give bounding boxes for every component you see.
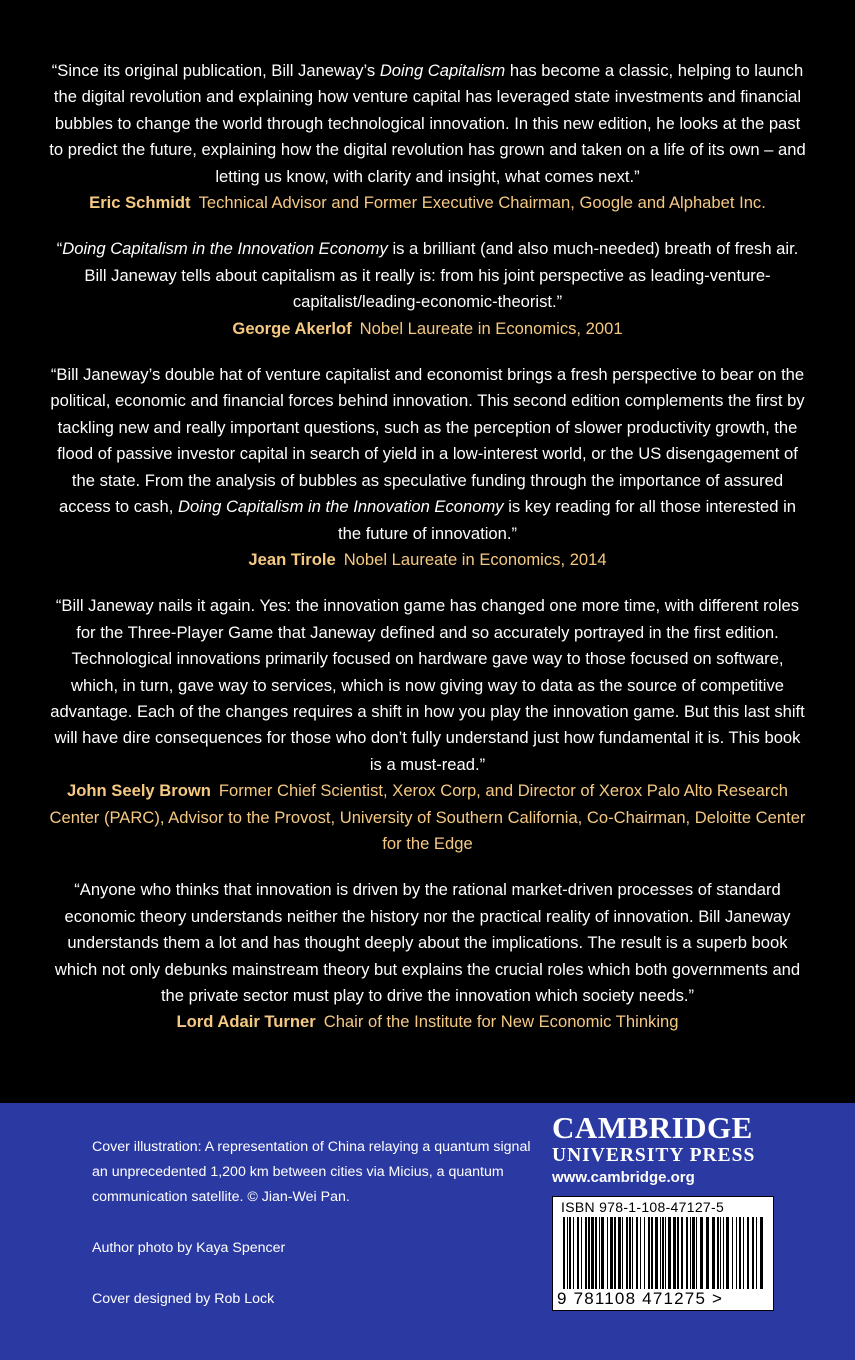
barcode-bar [636, 1217, 638, 1289]
barcode-bar [610, 1217, 613, 1289]
book-title: Doing Capitalism in the Innovation Economy [62, 239, 388, 259]
attribution [48, 190, 808, 216]
endorser-name: John Seely Brown [67, 781, 211, 801]
barcode-bar [696, 1217, 697, 1289]
publisher-logo [552, 1111, 774, 1189]
endorsement-3 [48, 362, 808, 573]
quote-text: “ [56, 239, 63, 259]
barcode-bar [706, 1217, 709, 1289]
barcode-bar [673, 1217, 676, 1289]
attribution [48, 778, 808, 857]
cover-design-credit: Cover designed by Rob Lock [92, 1291, 275, 1307]
barcode [552, 1196, 774, 1311]
barcode-bar [601, 1217, 604, 1289]
endorsement-5 [48, 877, 808, 1035]
barcode-bar [626, 1217, 628, 1289]
barcode-bar [681, 1217, 683, 1289]
barcode-bar [595, 1217, 597, 1289]
endorser-role: Chair of the Institute for New Economic Thinking [323, 1012, 679, 1032]
endorsement-4 [48, 593, 808, 857]
barcode-bar [736, 1217, 737, 1289]
barcode-bar [648, 1217, 650, 1289]
barcode-bar [732, 1217, 733, 1289]
endorser-role: Former Chief Scientist, Xerox Corp, and Director of Xerox Palo Alto Research Center (PARC), Advisor to the Provost, University of Southern California, Co-Chairman, Deloitte Center for the Edge [49, 781, 806, 853]
endorser-name: George Akerlof [232, 318, 352, 338]
barcode-bar [665, 1217, 666, 1289]
attribution [48, 1009, 808, 1035]
quote-text: “Since its original publication, Bill Janeway’s [51, 61, 380, 80]
barcode-bar [632, 1217, 633, 1289]
barcode-bar [743, 1217, 744, 1289]
barcode-bar [720, 1217, 721, 1289]
endorser-name: Eric Schmidt [89, 193, 191, 213]
publisher-url: www.cambridge.org [552, 1169, 695, 1186]
endorsement-2 [48, 236, 808, 342]
barcode-bar [677, 1217, 679, 1289]
endorser-name: Lord Adair Turner [176, 1012, 316, 1032]
barcode-bar [712, 1217, 715, 1289]
quote-text: “Bill Janeway nails it again. Yes: the innovation game has changed one more time, with different roles for the Three-Player Game that Janeway defined and so accurately portrayed in the first edition. Technological innovations primarily focused on hardware gave way to those focused on software, which, in turn, gave way to services, which is now giving way to data as the source of competitive advantage. Each of the changes requires a shift in how you play the innovation game. But this last shift will have dire consequences for those who don’t fully understand just how fundamental it is. This book is a must-read.” [50, 596, 805, 774]
quote-text: “Anyone who thinks that innovation is driven by the rational market-driven processes of standard economic theory understands neither the history nor the practical reality of innovation. Bill Janeway understands them a lot and has thought deeply about the implications. The result is a superb book which not only debunks mainstream theory but explains the crucial roles which both governments and the private sector must play to drive the innovation which society needs.” [54, 880, 801, 1005]
barcode-bar [660, 1217, 661, 1289]
barcode-bar [569, 1217, 571, 1289]
endorsement-1 [48, 58, 808, 216]
barcode-bar [723, 1217, 724, 1289]
barcode-digits: 9 781108 471275 > [557, 1289, 724, 1308]
barcode-bar [686, 1217, 688, 1289]
isbn-label: ISBN 978-1-108-47127-5 [561, 1199, 725, 1215]
barcode-bar [622, 1217, 623, 1289]
barcode-bar [651, 1217, 653, 1289]
barcode-bar [747, 1217, 749, 1289]
author-photo-credit: Author photo by Kaya Spencer [92, 1240, 286, 1256]
quote-text: is a brilliant (and also much-needed) breath of fresh air. Bill Janeway tells about capitalism as it really is: from his joint perspective as leading-venture-capitalist/leading-economic-theorist.” [84, 239, 799, 312]
endorser-role: Nobel Laureate in Economics, 2001 [359, 318, 623, 338]
barcode-bar [618, 1217, 621, 1289]
footer-band [0, 1103, 855, 1360]
barcode-bar [752, 1217, 754, 1289]
barcode-bar [577, 1217, 579, 1289]
barcode-bars [561, 1217, 765, 1289]
barcode-bar [690, 1217, 691, 1289]
barcode-bar [700, 1217, 703, 1289]
barcode-bar [739, 1217, 741, 1289]
barcode-bar [655, 1217, 658, 1289]
quote-text: is key reading for all those interested in the future of innovation.” [338, 497, 796, 543]
publisher-name: CAMBRIDGE [552, 1110, 753, 1145]
barcode-bar [563, 1217, 565, 1289]
barcode-bar [599, 1217, 600, 1289]
endorser-name: Jean Tirole [248, 549, 336, 569]
cover-illustration-credit: Cover illustration: A representation of China relaying a quantum signal an unprecedented 1,200 km between cities via Micius, a quantum communication satellite. © Jian-Wei Pan. [92, 1139, 531, 1205]
attribution [48, 547, 808, 573]
barcode-bar [629, 1217, 631, 1289]
barcode-bar [760, 1217, 763, 1289]
barcode-bar [692, 1217, 695, 1289]
endorsements [0, 58, 855, 1056]
barcode-bar [644, 1217, 645, 1289]
barcode-bar [573, 1217, 574, 1289]
quote-text: has become a classic, helping to launch the digital revolution and explaining how venture capital has leveraged state investments and financial bubbles to change the world through technological innovation. In this new edition, he looks at the past to predict the future, explaining how the digital revolution has grown and taken on a life of its own – and letting us know, with clarity and insight, what comes next.” [49, 61, 806, 186]
barcode-bar [591, 1217, 594, 1289]
barcode-bar [668, 1217, 671, 1289]
endorser-role: Nobel Laureate in Economics, 2014 [343, 549, 607, 569]
barcode-bar [585, 1217, 587, 1289]
cover-credits [92, 1135, 532, 1338]
barcode-bar [756, 1217, 757, 1289]
book-title: Doing Capitalism in the Innovation Economy [177, 497, 504, 517]
barcode-bar [640, 1217, 641, 1289]
barcode-bar [588, 1217, 590, 1289]
book-title: Doing Capitalism [379, 61, 506, 80]
barcode-bar [717, 1217, 719, 1289]
publisher-subtitle: UNIVERSITY PRESS [552, 1145, 756, 1166]
barcode-bar [662, 1217, 664, 1289]
barcode-bar [614, 1217, 616, 1289]
attribution [48, 316, 808, 342]
barcode-bar [607, 1217, 608, 1289]
barcode-bar [581, 1217, 582, 1289]
quote-text: “Bill Janeway’s double hat of venture capitalist and economist brings a fresh perspective to bear on the political, economic and financial forces behind innovation. This second edition complements the first by tackling new and really important questions, such as the perception of slower productivity growth, the flood of passive investor capital in search of yield in a low-interest world, or the US disengagement of the state. From the analysis of bubbles as speculative funding through the importance of assured access to cash, [50, 365, 805, 517]
barcode-bar [726, 1217, 729, 1289]
endorser-role: Technical Advisor and Former Executive Chairman, Google and Alphabet Inc. [198, 193, 766, 213]
barcode-bar [567, 1217, 568, 1289]
